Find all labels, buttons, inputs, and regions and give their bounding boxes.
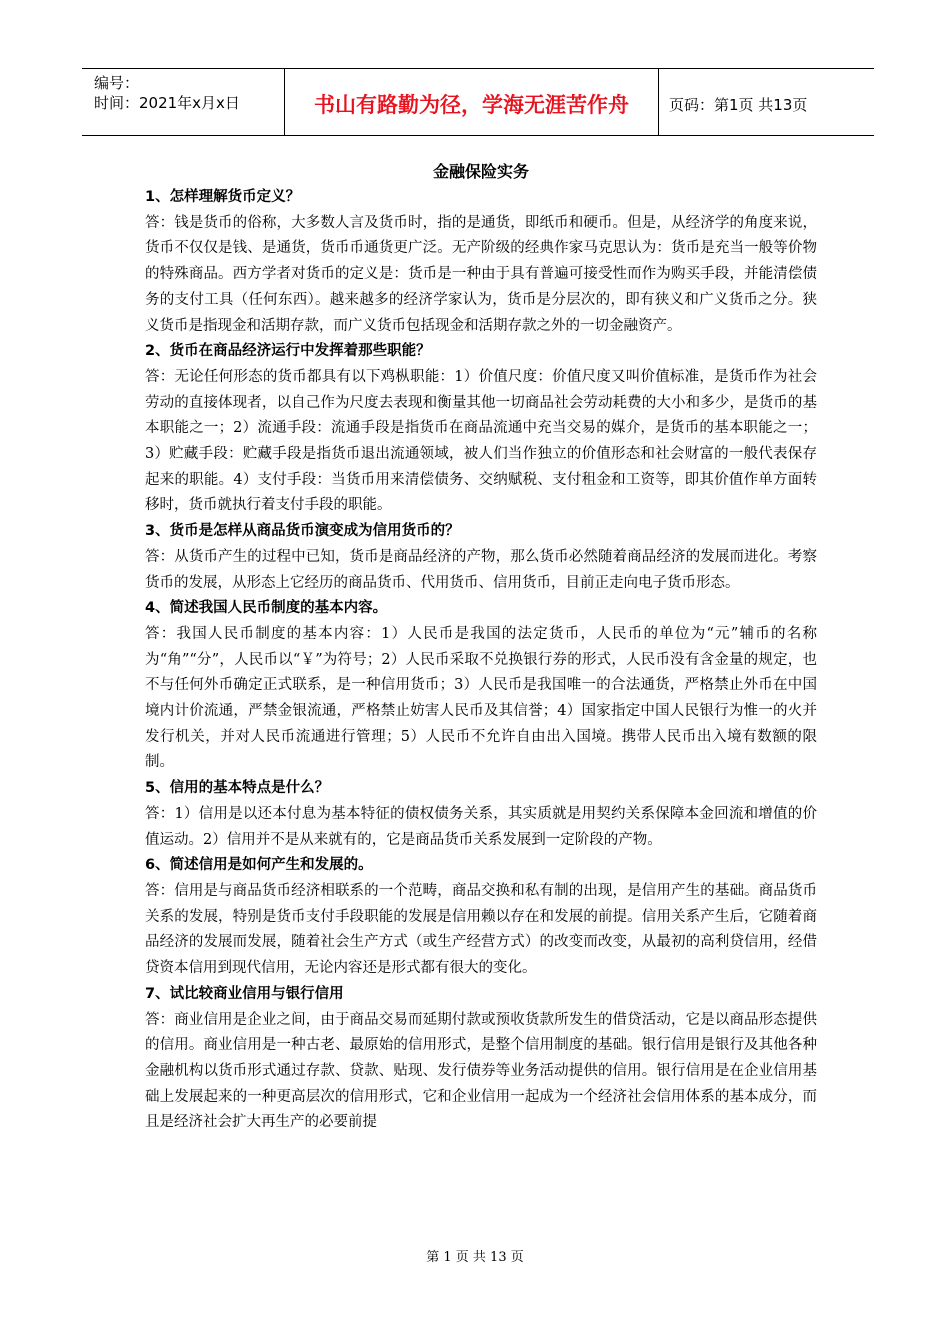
document-title: 金融保险实务 — [432, 162, 529, 181]
document-body — [145, 158, 817, 1136]
doc-time-label: 时间：2021年x月x日 — [94, 94, 240, 112]
question-heading: 3、货币是怎样从商品货币演变成为信用货币的？ — [145, 523, 460, 540]
question-heading: 1、怎样理解货币定义？ — [145, 189, 301, 205]
page-header — [82, 68, 874, 136]
question-heading: 5、信用的基本特点是什么？ — [145, 780, 330, 797]
answer-paragraph: 答：无论任何形态的货币都具有以下鸡枞职能：1）价值尺度：价值尺度又叫价值标准，是货币作为社会劳动的直接体现者，以自己作为尺度去表现和衡量其他一切商品社会劳动耗费的大小和多少，是货币的基本职能之一；2）流通手段：流通手段是指货币在商品流通中充当交易的媒介，是货币的基本职能之一；3）贮藏手段：贮藏手段是指货币退出流通领域，被人们当作独立的价值形态和社会财富的一般代表保存起来的职能。4）支付手段：当货币用来清偿债务、交纳赋税、支付租金和工资等，即其价值作单方面转移时，货币就执行着支付手段的职能。 — [145, 368, 817, 514]
answer-paragraph: 答：商业信用是企业之间，由于商品交易而延期付款或预收货款所发生的借贷活动，它是以商品形态提供的信用。商业信用是一种古老、最原始的信用形式，是整个信用制度的基础。银行信用是银行及其他各种金融机构以货币形式通过存款、贷款、贴现、发行债券等业务活动提供的信用。银行信用是在企业信用基础上发展起来的一种更高层次的信用形式，它和企业信用一起成为一个经济社会信用体系的基本成分，而且是经济社会扩大再生产的必要前提 — [145, 1011, 817, 1131]
header-meta — [82, 69, 285, 135]
doc-number-label: 编号： — [94, 74, 140, 92]
answer-paragraph: 答：从货币产生的过程中已知，货币是商品经济的产物，那么货币必然随着商品经济的发展而进化。考察货币的发展，从形态上它经历的商品货币、代用货币、信用货币，目前正走向电子货币形态。 — [145, 548, 817, 591]
question-heading: 7、试比较商业信用与银行信用 — [145, 985, 344, 1002]
answer-paragraph: 答：1）信用是以还本付息为基本特征的债权债务关系，其实质就是用契约关系保障本金回流和增值的价值运动。2）信用并不是从来就有的，它是商品货币关系发展到一定阶段的产物。 — [145, 805, 817, 848]
answer-paragraph: 答：信用是与商品货币经济相联系的一个范畴，商品交换和私有制的出现，是信用产生的基础。商品货币关系的发展，特别是货币支付手段职能的发展是信用赖以存在和发展的前提。信用关系产生后，它随着商品经济的发展而发展，随着社会生产方式（或生产经营方式）的改变而改变，从最初的高利贷信用，经借贷资本信用到现代信用，无论内容还是形式都有很大的变化。 — [145, 882, 817, 977]
question-heading: 2、货币在商品经济运行中发挥着那些职能？ — [145, 343, 431, 360]
page-footer: 第 1 页 共 13 页 — [426, 1250, 524, 1265]
answer-paragraph: 答：钱是货币的俗称，大多数人言及货币时，指的是通货，即纸币和硬币。但是，从经济学的角度来说，货币不仅仅是钱、是通货，货币币通货更广泛。无产阶级的经典作家马克思认为：货币是充当一般等价物的特殊商品。西方学者对货币的定义是：货币是一种由于具有普遍可接受性而作为购买手段，并能清偿债务的支付工具（任何东西）。越来越多的经济学家认为，货币是分层次的，即有狭义和广义货币之分。狭义货币是指现金和活期存款，而广义货币包括现金和活期存款之外的一切金融资产。 — [145, 214, 817, 334]
header-page-info: 页码：第1页 共13页 — [669, 95, 808, 114]
question-heading: 4、简述我国人民币制度的基本内容。 — [145, 600, 388, 617]
header-motto: 书山有路勤为径，学海无涯苦作舟 — [285, 69, 659, 135]
answer-paragraph: 答：我国人民币制度的基本内容：1）人民币是我国的法定货币，人民币的单位为“元”辅币的名称为“角”“分”，人民币以“￥”为符号；2）人民币采取不兑换银行券的形式，人民币没有含金量的规定，也不与任何外币确定正式联系，是一种信用货币；3）人民币是我国唯一的合法通货，严格禁止外币在中国境内计价流通，严禁金银流通，严格禁止妨害人民币及其信誉；4）国家指定中国人民银行为惟一的火并发行机关，并对人民币流通进行管理；5）人民币不允许自由出入国境。携带人民币出入境有数额的限制。 — [145, 625, 817, 771]
question-heading: 6、简述信用是如何产生和发展的。 — [145, 857, 373, 874]
